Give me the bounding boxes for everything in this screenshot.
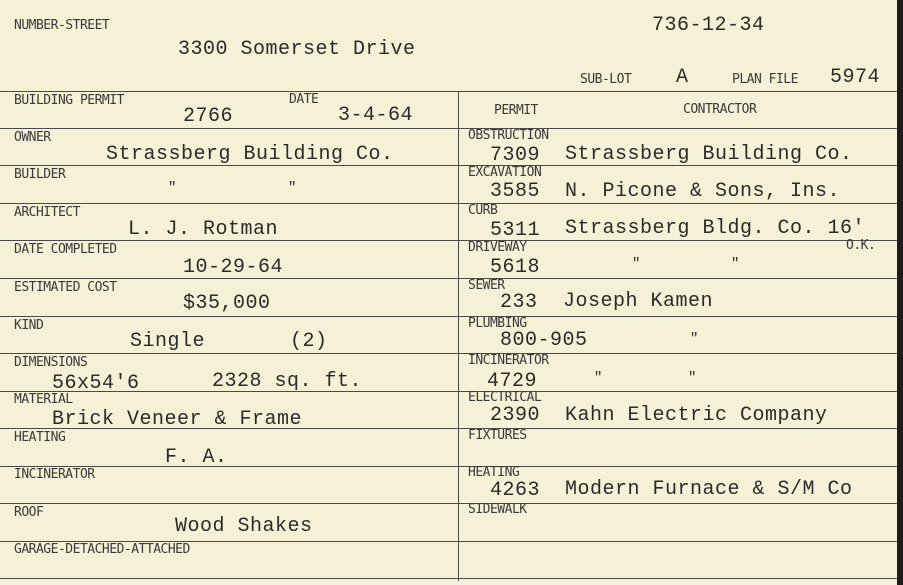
material-value: Brick Veneer & Frame [52,408,303,431]
builder-ditto: " [168,180,177,196]
curb-permit: 5311 [490,219,541,242]
owner-label: OWNER [14,130,51,145]
estimated-cost-value: $35,000 [183,292,271,315]
heating-label: HEATING [14,430,66,445]
heating-permit: 4263 [490,479,541,502]
rule [0,128,900,129]
curb-label: CURB [468,203,498,218]
incinerator-right-label: INCINERATOR [468,353,549,368]
permit-header: PERMIT [494,103,538,118]
dimensions-label: DIMENSIONS [14,355,88,370]
date-completed-value: 10-29-64 [183,256,284,279]
driveway-permit: 5618 [490,256,541,279]
incinerator-permit: 4729 [487,370,538,393]
owner-value: Strassberg Building Co. [106,143,394,166]
kind-label: KIND [14,318,44,333]
driveway-ditto: " [632,256,641,272]
plan-file-value: 5974 [830,66,881,89]
obstruction-contractor: Strassberg Building Co. [565,143,853,166]
builder-label: BUILDER [14,167,66,182]
obstruction-label: OBSTRUCTION [468,128,549,143]
rule [0,353,900,354]
roof-label: ROOF [14,505,44,520]
dimensions-area: 2328 sq. ft. [212,370,363,393]
contractor-header: CONTRACTOR [683,102,757,117]
curb-contractor: Strassberg Bldg. Co. 16' [565,217,866,240]
architect-label: ARCHITECT [14,205,80,220]
sewer-permit: 233 [500,291,538,314]
driveway-ditto: " [731,256,740,272]
fixtures-label: FIXTURES [468,428,527,443]
excavation-permit: 3585 [490,180,541,203]
electrical-contractor: Kahn Electric Company [565,404,828,427]
date-value: 3-4-64 [338,104,414,127]
curb-note: O.K. [846,238,876,253]
rule [0,578,900,579]
estimated-cost-label: ESTIMATED COST [14,280,117,295]
material-label: MATERIAL [14,392,73,407]
electrical-label: ELECTRICAL [468,390,542,405]
building-permit-value: 2766 [183,105,234,128]
plan-file-label: PLAN FILE [732,72,798,87]
kind-count: (2) [290,330,328,353]
sewer-contractor: Joseph Kamen [563,290,714,313]
rule-top [0,91,900,92]
sidewalk-label: SIDEWALK [468,502,527,517]
heating-value: F. A. [165,446,228,469]
sewer-label: SEWER [468,278,505,293]
rule [0,466,900,467]
driveway-label: DRIVEWAY [468,240,527,255]
garage-label: GARAGE-DETACHED-ATTACHED [14,542,190,557]
kind-value: Single [130,330,206,353]
sub-lot-label: SUB-LOT [580,72,632,87]
roof-value: Wood Shakes [175,515,313,538]
rule [0,203,900,204]
number-street-label: NUMBER-STREET [14,18,110,33]
rule [0,278,900,279]
plumbing-permit: 800-905 [500,329,588,352]
rule [0,316,900,317]
card-number: 736-12-34 [652,14,765,37]
incinerator-ditto: " [688,370,697,386]
rule [0,503,900,504]
date-label: DATE [289,92,319,107]
excavation-contractor: N. Picone & Sons, Ins. [565,180,841,203]
obstruction-permit: 7309 [490,144,541,167]
plumbing-ditto: " [690,331,699,347]
sub-lot-value: A [676,66,689,89]
plumbing-label: PLUMBING [468,316,527,331]
building-permit-label: BUILDING PERMIT [14,93,124,108]
architect-value: L. J. Rotman [128,218,279,241]
heating-right-label: HEATING [468,465,520,480]
incinerator-ditto: " [594,370,603,386]
date-completed-label: DATE COMPLETED [14,242,117,257]
card-edge-shadow [897,0,903,585]
incinerator-label: INCINERATOR [14,467,95,482]
dimensions-value: 56x54'6 [52,372,140,395]
heating-contractor: Modern Furnace & S/M Co [565,478,853,501]
electrical-permit: 2390 [490,404,541,427]
builder-ditto: " [288,180,297,196]
excavation-label: EXCAVATION [468,165,542,180]
address: 3300 Somerset Drive [178,38,416,61]
